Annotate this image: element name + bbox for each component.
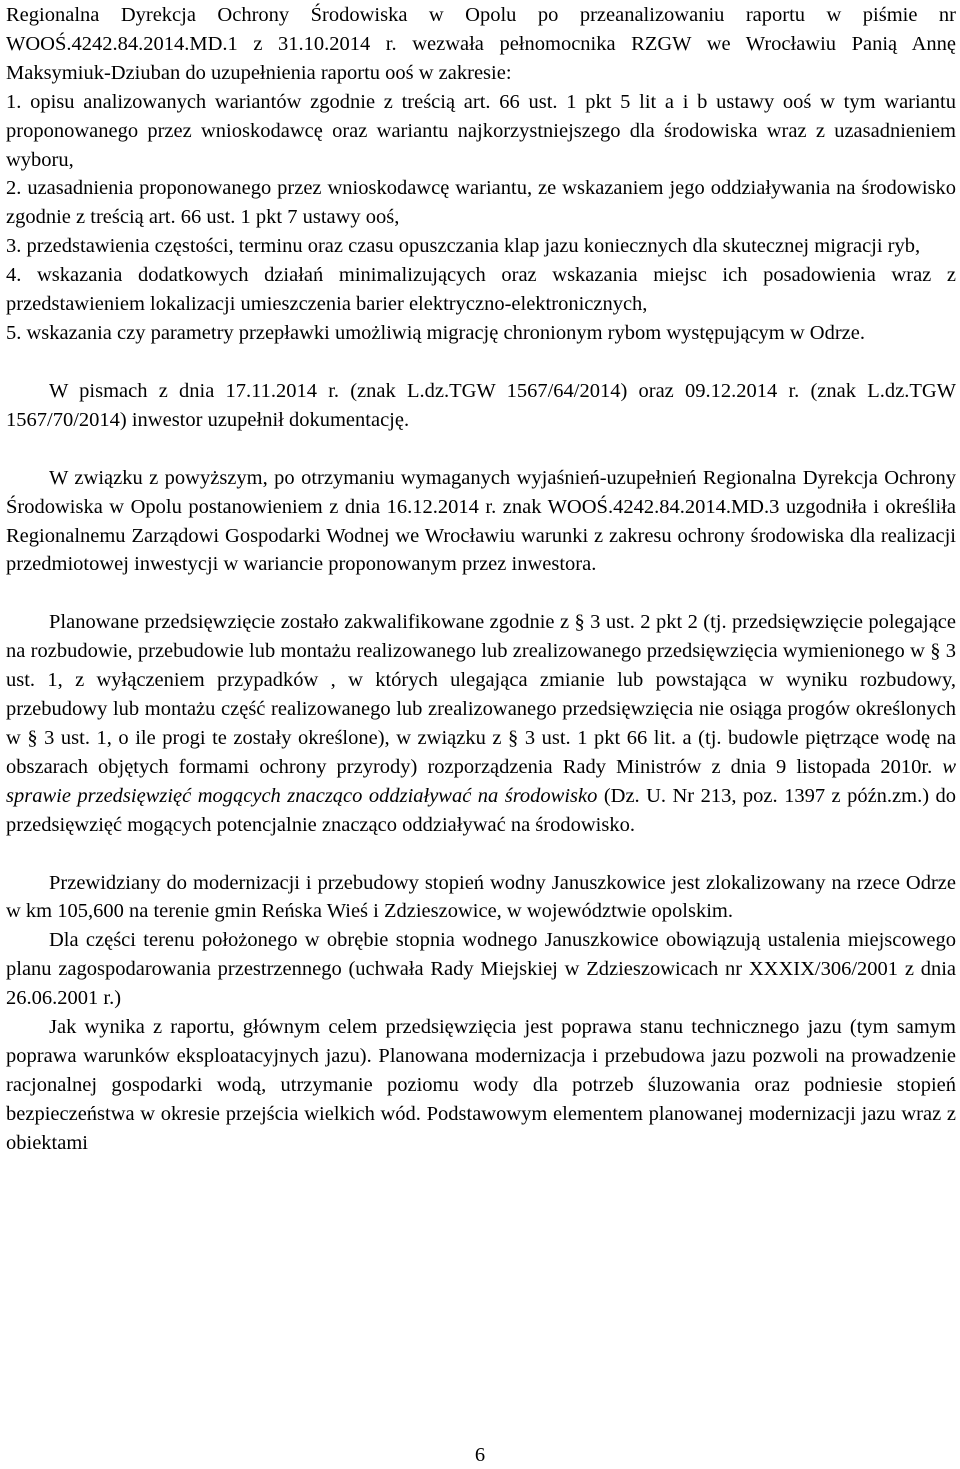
list-item-1: 1. opisu analizowanych wariantów zgodnie z treścią art. 66 ust. 1 pkt 5 lit a i b ustawy ooś w tym wariantu proponowanego przez wnioskodawcę oraz wariantu najkorzystniejszego dla środowiska wraz z uzasadnieniem wyboru, [6,90,956,171]
page-number: 6 [474,1444,486,1466]
spacer [6,579,956,608]
list-item-3: 3. przedstawienia częstości, terminu oraz czasu opuszczania klap jazu koniecznych dla skutecznej migracji ryb, [6,235,921,258]
location-paragraph: Przewidziany do modernizacji i przebudowy stopień wodny Januszkowice jest zlokalizowany na rzece Odrze w km 105,600 na terenie gmin Reńska Wieś i Zdzieszowice, w województwie opolskim. [6,871,956,923]
intro-paragraph: Regionalna Dyrekcja Ochrony Środowiska w Opolu po przeanalizowaniu raportu w piśmie nr WOOŚ.4242.84.2014.MD.1 z 31.10.2014 r. wezwała pełnomocnika RZGW we Wrocławiu Panią Annę Maksymiuk-Dziuban do uzupełnienia raportu ooś w zakresie: [6,4,956,84]
goal-paragraph: Jak wynika z raportu, głównym celem przedsięwzięcia jest poprawa stanu technicznego jazu (tym samym poprawa warunków eksploatacyjnych jazu). Planowana modernizacja i przebudowa jazu pozwoli na prowadzenie racjonalnej gospodarki wodą, utrzymanie poziomu wody dla potrzeb śluzowania oraz podniesie stopień bezpieczeństwa w okresie przejścia wielkich wód. Podstawowym elementem planowanej modernizacji jazu wraz z obiektami [6,1016,956,1154]
list-item-5: 5. wskazania czy parametry przepławki umożliwią migrację chronionym rybom występującym w Odrze. [6,321,865,344]
qualification-text-before: Planowane przedsięwzięcie zostało zakwalifikowane zgodnie z § 3 ust. 2 pkt 2 (tj. przedsięwzięcie polegające na rozbudowie, przebudowie lub montażu realizowanego lub zrealizowanego przedsięwzięcia wymienionego w § 3 ust. 1, z wyłączeniem przypadków , w których ulegająca zmianie lub powstająca w wyniku rozbudowy, przebudowy lub montażu część realizowanego lub zrealizowanego przedsięwzięcia nie osiąga progów określonych w § 3 ust. 1, o ile progi te zostały określone), w związku z § 3 ust. 1 pkt 66 lit. a (tj. budowle piętrzące wodę na obszarach objętych formami ochrony przyrody) rozporządzenia Rady Ministrów z dnia 9 listopada 2010r. [6,611,956,778]
decision-paragraph: W związku z powyższym, po otrzymaniu wymaganych wyjaśnień-uzupełnień Regionalna Dyrekcja Ochrony Środowiska w Opolu postanowieniem z dnia 16.12.2014 r. znak WOOŚ.4242.84.2014.MD.3 uzgodniła i określiła Regionalnemu Zarządowi Gospodarki Wodnej we Wrocławiu warunki z zakresu ochrony środowiska dla realizacji przedmiotowej inwestycji w wariancie proponowanym przez inwestora. [6,466,956,576]
spacer [6,840,956,869]
letters-paragraph: W pismach z dnia 17.11.2014 r. (znak L.dz.TGW 1567/64/2014) oraz 09.12.2014 r. (znak L.dz.TGW 1567/70/2014) inwestor uzupełnił dokumentację. [6,379,956,431]
document-page [6,0,956,1158]
qualification-text-after: (Dz. U. Nr 213, poz. 1397 z późn.zm.) do przedsięwzięć mogących potencjalnie znacząco oddziaływać na środowisko. [6,784,956,836]
regulation-title: w sprawie przedsięwzięć mogących znacząco oddziaływać na środowisko [6,755,956,807]
spacer [6,348,956,377]
plan-paragraph: Dla części terenu położonego w obrębie stopnia wodnego Januszkowice obowiązują ustalenia miejscowego planu zagospodarowania przestrzennego (uchwała Rady Miejskiej w Zdzieszowicach nr XXXIX/306/2001 z dnia 26.06.2001 r.) [6,929,956,1010]
list-item-2: 2. uzasadnienia proponowanego przez wnioskodawcę wariantu, ze wskazaniem jego oddziaływania na środowisko zgodnie z treścią art. 66 ust. 1 pkt 7 ustawy ooś, [6,177,956,229]
spacer [6,435,956,464]
list-item-4: 4. wskazania dodatkowych działań minimalizujących oraz wskazania miejsc ich posadowienia wraz z przedstawieniem lokalizacji umieszczenia barier elektryczno-elektronicznych, [6,264,956,316]
qualification-paragraph [6,608,956,839]
